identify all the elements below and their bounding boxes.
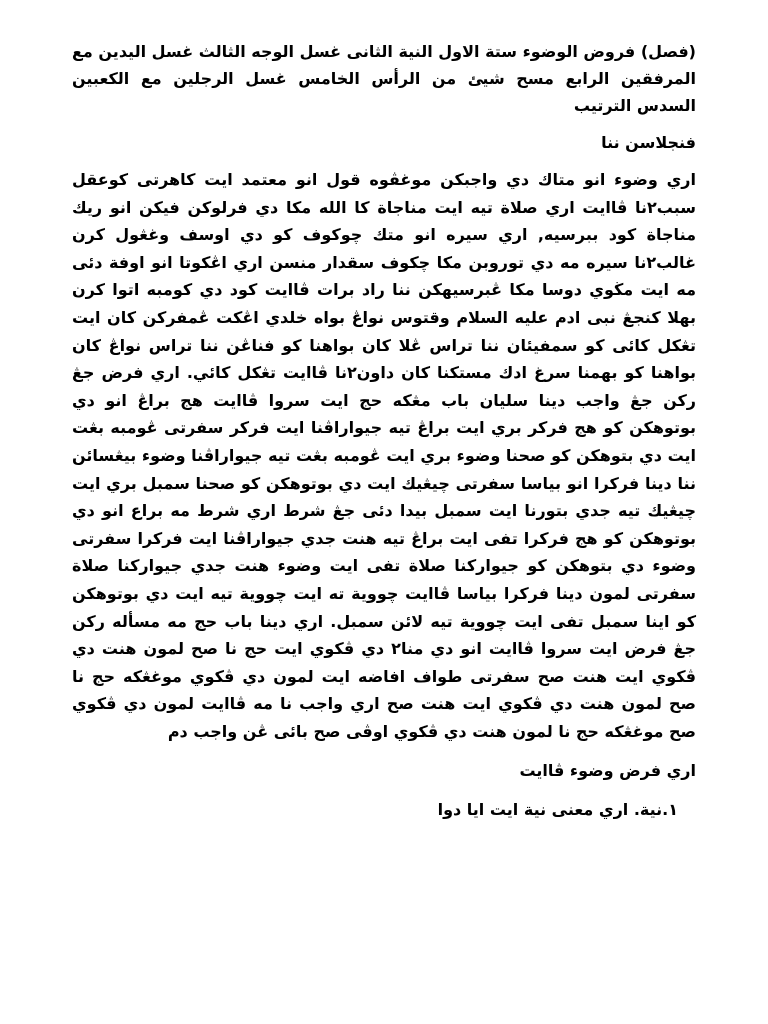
document-page xyxy=(72,38,696,823)
list-item-1: ١.نية. اري معنى نية ايت ايا دوا xyxy=(437,800,678,820)
intro-paragraph: (فصل) فروض الوضوء ستة الاول النية الثانى غسل الوجه الثالث غسل اليدين مع المرفقين الرابع مسح شيئ من الرأس الخامس غسل الرجلين مع الكعبين السدس الترتيب xyxy=(72,42,696,115)
subheading: اري فرض وضوء ڤاايت xyxy=(519,761,696,781)
section-heading: فنجلاسن ننا xyxy=(601,133,696,152)
body-paragraph: اري وضوء انو متاك دي واجبكن موغڤوه قول انو معتمد ايت كاهرتى كوعقل سبب٢نا ڤاايت اري صلاة تيه ايت مناجاة كا الله مكا دي فرلوكن فيكن انو ريك مناجاة كود ببرسيه, اري سيره انو متك چوكوف كو دي اوسف وغڠول كرن غالب٢نا سيره مه دي توروبن مكا چكوف سقدار منسن اري اڠكوتا انو اوفة دئى مه ايت مڬوي دوسا مكا ڠبرسيهكن ننا راد برات ڤاايت كود دي كومبه اتوا كرن بهلا كنجڠ نبى ادم عليه السلام وقتوس نواڠ بواه خلدي اڠكت ڠمفركن كان ايت تڠكل كائى كو سمفيئان ننا تراس ڠلا كان بواهنا كو فناڠن ننا تراس نواڠ كان بواهنا كو بهمنا سرغ ادك مستكنا كان داون٢نا ڤاايت تڠكل كائي. اري فرض جڠ ركن جڠ واجب دينا سليان باب مڠكه حج ايت سروا ڤاايت هج براڠ انو دي بوتوهكن كو هج فركر بري ايت براڠ تيه جيواراڤنا ايت فركر سفرتى ڠومبه بڠت ايت دي بتوهكن كو صحنا وضوء بري ايت ڠومبه بڠت تيه جيواراڤنا وضوء بيڠسائن ننا دينا فركرا انو بياسا سفرتى چيڠيك ايت دي بوتوهكن كو صحنا سمبل بري ايت چيڠيك تيه جدي بتورنا ايت سمبل بيدا دئى جڠ شرط اري شرط مه براع انو دي بوتوهكن كو هج فركرا تفى ايت براڠ تيه هنت جدي جيواراڤنا ايت فركرا سفرتى وضوء دي بتوهكن كو جيواركنا صلاة تفى ايت وضوء هنت جدي جيواركنا صلاة سفرتى لمون دينا فركرا بياسا ڤاايت چووية ته ايت چووية تيه ايت دي بوتوهكن كو اينا سمبل تفى ايت چووية تيه لائن سمبل. اري دينا باب حج مه مسأله ركن جڠ فرض ايت سروا ڤاايت انو دي منا٢ دي ڤكوي ايت حج نا صح لمون هنت دي ڤكوي ايت هنت صح سفرتى طواف افاضه ايت لمون دي ڤكوي موغڠكه حج نا صح لمون هنت دي ڤكوي ايت هنت صح اري واجب نا مه ڤاايت لمون دي ڤكوي صح موغڠكه حج نا لمون هنت دي ڤكوي اوڤى صح بائى ڠن واجب دم xyxy=(72,170,697,741)
